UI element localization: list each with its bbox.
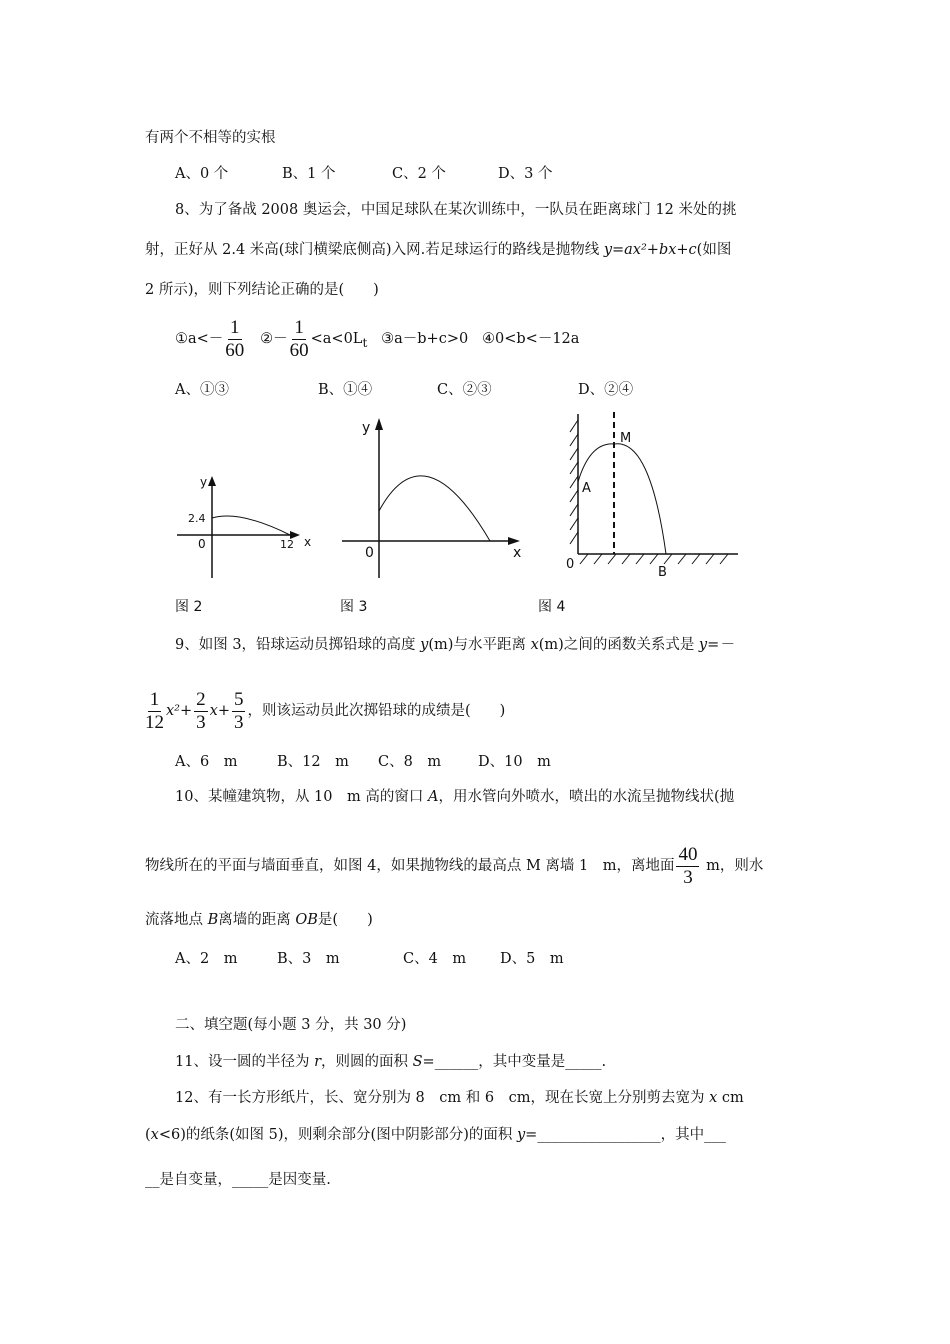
origin-label: 0 [198,537,206,551]
q10-line2 [145,843,763,889]
option: B、12 m [277,754,349,770]
text: m，则水 [701,858,764,874]
formula: y=ax²+bx+c [603,242,697,258]
fraction [145,689,164,734]
denominator: 60 [289,339,309,361]
q9-line1 [175,635,734,655]
option: B、1 个 [282,166,336,182]
condition-4: ④0<b<－12a [482,331,580,347]
q12-line1 [175,1088,744,1108]
condition-2: ②－ [260,331,288,347]
numerator: 1 [230,316,240,338]
q9-formula-line [143,688,505,734]
text: 11、设一圆的半径为 [175,1054,315,1070]
option: A、0 个 [175,166,229,182]
figure-2 [177,475,311,578]
x-label: x [304,535,312,549]
option: D、10 m [478,754,551,770]
option: B、3 m [277,951,340,967]
denominator: 60 [225,339,245,361]
text: 离墙的距离 [218,912,296,928]
option: B、①④ [318,382,373,398]
y-label: y [362,420,371,436]
text: cm [717,1090,744,1106]
denominator: 3 [233,711,244,733]
text: 10、某幢建筑物，从 10 m 高的窗口 [175,789,428,805]
figure-3 [342,418,521,578]
var: B [207,912,219,928]
figure-caption: 图 4 [538,599,566,615]
point-a-label: A [582,481,591,496]
q12-line2 [145,1125,726,1145]
text: 9、如图 3，铅球运动员掷铅球的高度 [175,637,421,653]
section-heading: 二、填空题(每小题 3 分，共 30 分) [175,1017,407,1033]
condition-2-tail: <a<0L [310,331,363,347]
denominator: 12 [145,711,164,733]
fraction [676,844,699,889]
formula: y=－ [698,637,734,653]
origin-label: 0 [566,557,575,572]
text: (m)与水平距离 [428,637,531,653]
fraction [232,689,246,734]
text: ，用水管向外喷水，喷出的水流呈抛物线状(抛 [438,789,735,805]
y-intercept-label: 2.4 [188,512,206,525]
condition-3: ③a－b+c>0 [381,331,469,347]
text: (m)之间的函数关系式是 [538,637,699,653]
fraction [290,317,309,362]
option: C、2 个 [392,166,446,182]
q8-line3: 2 所示)，则下列结论正确的是( ) [145,282,379,298]
text: 射，正好从 2.4 米高(球门横梁底侧高)入网.若足球运行的路线是抛物线 [145,242,604,258]
var: S [412,1054,423,1070]
option: C、4 m [403,951,467,967]
var: r [314,1054,321,1070]
q8-line1: 8、为了备战 2008 奥运会，中国足球队在某次训练中，一队员在距离球门 12 米处的挑 [175,202,737,218]
origin-label: 0 [365,545,374,561]
var: y [516,1127,526,1143]
var: x [150,1127,159,1143]
term: x²+ [166,703,193,719]
var: A [427,789,439,805]
var: x [709,1090,718,1106]
denominator: 3 [683,866,693,888]
option: C、8 m [378,754,442,770]
numerator: 2 [196,688,206,710]
text: (如图 [696,242,732,258]
var: x [530,637,539,653]
y-label: y [200,475,208,489]
text: ( [145,1127,151,1143]
condition-1: ①a<－ [175,331,224,347]
option: D、3 个 [498,166,553,182]
numerator: 5 [233,688,244,710]
option: C、②③ [437,382,492,398]
q11 [175,1052,606,1072]
q10-line3 [145,910,373,930]
q10-line1 [175,787,734,807]
q12-line3: __是自变量，_____是因变量. [145,1172,331,1188]
text: ，则圆的面积 [321,1054,413,1070]
text: 流落地点 [145,912,208,928]
q8-line2 [145,240,731,260]
numerator: 1 [149,688,160,710]
text: <6)的纸条(如图 5)，则剩余部分(图中阴影部分)的面积 [158,1127,517,1143]
subscript: t [362,335,368,350]
option: A、2 m [175,951,238,967]
option: D、5 m [500,951,564,967]
q7-tail: 有两个不相等的实根 [145,130,276,146]
text: 物线所在的平面与墙面垂直，如图 4，如果抛物线的最高点 M 离墙 1 m，离地面 [145,858,675,874]
text: 12、有一长方形纸片，长、宽分别为 8 cm 和 6 cm，现在长宽上分别剪去宽为 [175,1090,710,1106]
figure-caption: 图 3 [340,599,368,615]
var: OB [295,912,318,928]
text: =______，其中变量是_____. [422,1054,607,1070]
x-tick-label: 12 [280,538,294,551]
denominator: 3 [196,711,206,733]
fraction [194,689,208,734]
var: y [420,637,429,653]
figures [0,400,950,630]
text: =_________________，其中___ [525,1127,726,1143]
figure-4 [566,412,738,580]
fraction [225,317,244,362]
q8-conditions [175,316,579,366]
text: ，则该运动员此次掷铅球的成绩是( ) [247,703,506,719]
point-b-label: B [658,565,667,580]
point-m-label: M [620,431,632,446]
numerator: 40 [678,843,698,865]
option: A、6 m [175,754,238,770]
x-label: x [513,545,522,561]
text: 是( ) [317,912,373,928]
figure-caption: 图 2 [175,599,203,615]
numerator: 1 [294,316,304,338]
term: x+ [209,703,230,719]
option: A、①③ [175,382,229,398]
option: D、②④ [578,382,634,398]
